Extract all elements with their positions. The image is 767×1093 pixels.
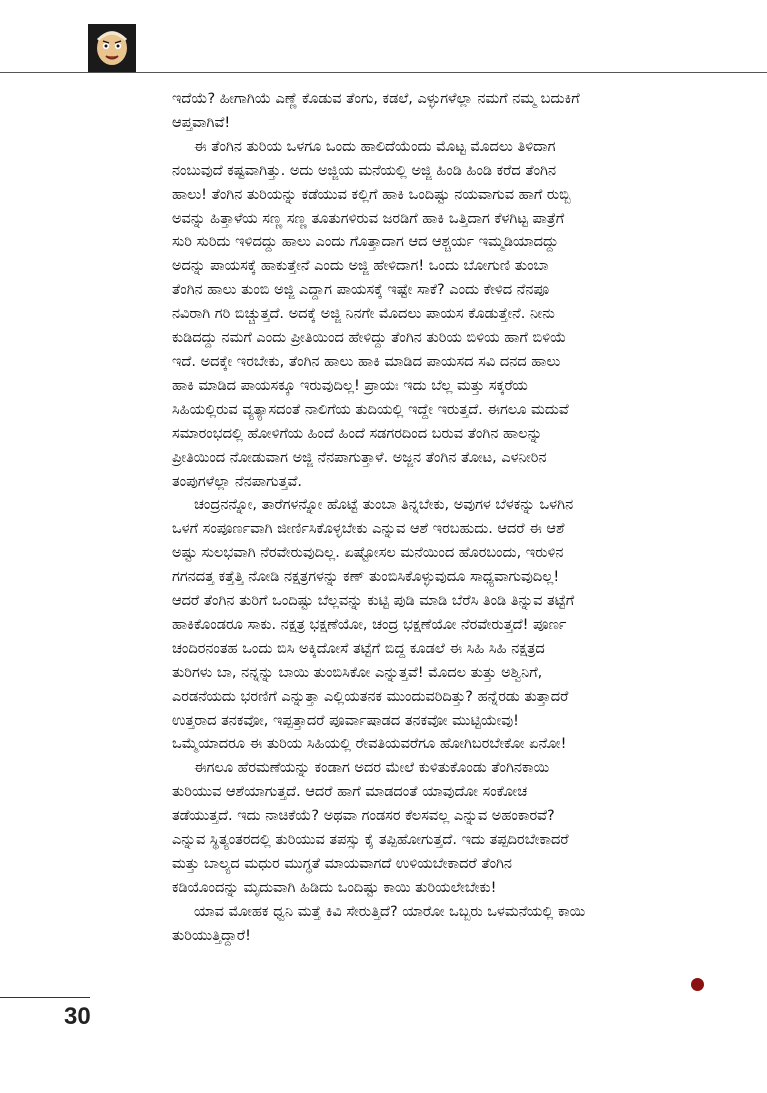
header-logo	[88, 24, 136, 72]
paragraph: ಈ ತೆಂಗಿನ ತುರಿಯ ಒಳಗೂ ಒಂದು ಹಾಲಿದೆಯೆಂದು ಮೊಟ್ಟ ಮೊದಲು ತಿಳಿದಾಗ ನಂಬುವುದೆ ಕಷ್ಟವಾಗಿತ್ತು. ಅದು ಅಜ್ಜಿಯ ಮನೆಯಲ್ಲಿ ಅಜ್ಜಿ ಹಿಂಡಿ ಹಿಂಡಿ ಕರೆದ ತೆಂಗಿನ ಹಾಲು! ತೆಂಗಿನ ತುರಿಯನ್ನು ಕಡೆಯುವ ಕಲ್ಲಿಗೆ ಹಾಕಿ ಒಂದಿಷ್ಟು ನಯವಾಗುವ ಹಾಗೆ ರುಬ್ಬಿ ಅವನ್ನು ಹಿತ್ತಾಳೆಯ ಸಣ್ಣ ಸಣ್ಣ ತೂತುಗಳಿರುವ ಜರಡಿಗೆ ಹಾಕಿ ಒತ್ತಿದಾಗ ಕೆಳಗಿಟ್ಟ ಪಾತ್ರೆಗೆ ಸುರಿ ಸುರಿದು ಇಳಿದದ್ದು ಹಾಲು ಎಂದು ಗೊತ್ತಾದಾಗ ಆದ ಆಶ್ಚರ್ಯ ಇಮ್ಮಡಿಯಾದದ್ದು ಅದನ್ನು ಪಾಯಸಕ್ಕೆ ಹಾಕುತ್ತೇನೆ ಎಂದು ಅಜ್ಜಿ ಹೇಳಿದಾಗ! ಒಂದು ಬೋಗುಣಿ ತುಂಬಾ ತೆಂಗಿನ ಹಾಲು ತುಂಬಿ ಅಜ್ಜಿ ಎದ್ದಾಗ ಪಾಯಸಕ್ಕೆ ಇಷ್ಟೇ ಸಾಕೆ? ಎಂದು ಕೇಳಿದ ನೆನಪೂ ನವಿರಾಗಿ ಗರಿ ಬಿಚ್ಚುತ್ತದೆ. ಅದಕ್ಕೆ ಅಜ್ಜಿ ನಿನಗೇ ಮೊದಲು ಪಾಯಸ ಕೊಡುತ್ತೇನೆ. ನೀನು ಕುಡಿದದ್ದು ನಮಗೆ ಎಂದು ಪ್ರೀತಿಯಿಂದ ಹೇಳಿದ್ದು ತೆಂಗಿನ ತುರಿಯ ಬಿಳಿಯ ಹಾಗೆ ಬಿಳಿಯೆ ಇದೆ. ಅದಕ್ಕೇ ಇರಬೇಕು, ತೆಂಗಿನ ಹಾಲು ಹಾಕಿ ಮಾಡಿದ ಪಾಯಸದ ಸವಿ ದನದ ಹಾಲು ಹಾಕಿ ಮಾಡಿದ ಪಾಯಸಕ್ಕೂ ಇರುವುದಿಲ್ಲ! ಪ್ರಾಯಃ ಇದು ಬೆಲ್ಲ ಮತ್ತು ಸಕ್ಕರೆಯ ಸಿಹಿಯಲ್ಲಿರುವ ವ್ಯತ್ಯಾಸದಂತೆ ನಾಲಿಗೆಯ ತುದಿಯಲ್ಲಿ ಇದ್ದೇ ಇರುತ್ತದೆ. ಈಗಲೂ ಮದುವೆ ಸಮಾರಂಭದಲ್ಲಿ ಹೋಳಿಗೆಯ ಹಿಂದೆ ಹಿಂದೆ ಸಡಗರದಿಂದ ಬರುವ ತೆಂಗಿನ ಹಾಲನ್ನು ಪ್ರೀತಿಯಿಂದ ನೋಡುವಾಗ ಅಜ್ಜಿ ನೆನಪಾಗುತ್ತಾಳೆ. ಅಜ್ಜನ ತೆಂಗಿನ ತೋಟ, ಎಳನೀರಿನ ತಂಪುಗಳೆಲ್ಲಾ ನೆನಪಾಗುತ್ತವೆ.	[172, 138, 571, 490]
page-number: 30	[64, 1003, 91, 1030]
header-divider	[0, 72, 767, 73]
paragraph: ಇದೆಯೆ? ಹೀಗಾಗಿಯೆ ಎಣ್ಣೆ ಕೊಡುವ ತೆಂಗು, ಕಡಲೆ, ಎಳ್ಳುಗಳೆಲ್ಲಾ ನಮಗೆ ನಮ್ಮ ಬದುಕಿಗೆ ಆಪ್ತವಾಗಿವೆ!	[172, 91, 580, 131]
paragraph: ಈಗಲೂ ಹೆರಮಣೆಯನ್ನು ಕಂಡಾಗ ಅದರ ಮೇಲೆ ಕುಳಿತುಕೊಂಡು ತೆಂಗಿನಕಾಯಿ ತುರಿಯುವ ಆಶೆಯಾಗುತ್ತದೆ. ಆದರೆ ಹಾಗೆ ಮಾಡದಂತೆ ಯಾವುದೋ ಸಂಕೋಚ ತಡೆಯುತ್ತದೆ. ಇದು ನಾಚಿಕೆಯೆ? ಅಥವಾ ಗಂಡಸರ ಕೆಲಸವಲ್ಲ ಎನ್ನುವ ಅಹಂಕಾರವೆ? ಎನ್ನುವ ಸ್ಥಿತ್ಯಂತರದಲ್ಲಿ ತುರಿಯುವ ತಪಸ್ಸು ಕೈ ತಪ್ಪಿಹೋಗುತ್ತದೆ. ಇದು ತಪ್ಪದಿರಬೇಕಾದರೆ ಮತ್ತು ಬಾಲ್ಯದ ಮಧುರ ಮುಗ್ಧತೆ ಮಾಯವಾಗದೆ ಉಳಿಯಬೇಕಾದರೆ ತೆಂಗಿನ ಕಡಿಯೊಂದನ್ನು ಮೃದುವಾಗಿ ಹಿಡಿದು ಒಂದಿಷ್ಟು ಕಾಯಿ ತುರಿಯಲೇಬೇಕು!	[172, 760, 569, 896]
paragraph: ಯಾವ ಮೋಹಕ ಧ್ವನಿ ಮತ್ತೆ ಕಿವಿ ಸೇರುತ್ತಿದೆ? ಯಾರೋ ಒಬ್ಬರು ಒಳಮನೆಯಲ್ಲಿ ಕಾಯಿ ತುರಿಯುತ್ತಿದ್ದಾರೆ!	[172, 903, 586, 944]
cartoon-face-icon	[88, 24, 136, 72]
article-body	[172, 88, 712, 949]
end-of-article-dot	[691, 978, 704, 991]
footer-divider	[0, 997, 90, 998]
paragraph: ಚಂದ್ರನನ್ನೋ, ತಾರೆಗಳನ್ನೋ ಹೊಟ್ಟೆ ತುಂಬಾ ತಿನ್ನಬೇಕು, ಅವುಗಳ ಬೆಳಕನ್ನು ಒಳಗಿನ ಒಳಗೆ ಸಂಪೂರ್ಣವಾಗಿ ಜೀರ್ಣಿಸಿಕೊಳ್ಳಬೇಕು ಎನ್ನುವ ಆಶೆ ಇರಬಹುದು. ಆದರೆ ಈ ಆಶೆ ಅಷ್ಟು ಸುಲಭವಾಗಿ ನೆರವೇರುವುದಿಲ್ಲ. ಏಷ್ಟೋಸಲ ಮನೆಯಿಂದ ಹೊರಬಂದು, ಇರುಳಿನ ಗಗನದತ್ತ ಕತ್ತೆತ್ತಿ ನೋಡಿ ನಕ್ಷತ್ರಗಳನ್ನು ಕಣ್ ತುಂಬಿಸಿಕೊಳ್ಳುವುದೂ ಸಾಧ್ಯವಾಗುವುದಿಲ್ಲ! ಆದರೆ ತೆಂಗಿನ ತುರಿಗೆ ಒಂದಿಷ್ಟು ಬೆಲ್ಲವನ್ನು ಕುಟ್ಟಿ ಪುಡಿ ಮಾಡಿ ಬೆರೆಸಿ ತಿಂಡಿ ತಿನ್ನುವ ತಟ್ಟೆಗೆ ಹಾಕಿಕೊಂಡರೂ ಸಾಕು. ನಕ್ಷತ್ರ ಭಕ್ಷಣೆಯೋ, ಚಂದ್ರ ಭಕ್ಷಣೆಯೋ ನೆರವೇರುತ್ತದೆ! ಪೂರ್ಣ ಚಂದಿರನಂತಹ ಒಂದು ಬಿಸಿ ಅಕ್ಕಿದೋಸೆ ತಟ್ಟೆಗೆ ಬಿದ್ದ ಕೂಡಲೆ ಈ ಸಿಹಿ ಸಿಹಿ ನಕ್ಷತ್ರದ ತುರಿಗಳು ಬಾ, ನನ್ನನ್ನು ಬಾಯಿ ತುಂಬಿಸಿಕೋ ಎನ್ನುತ್ತವೆ! ಮೊದಲ ತುತ್ತು ಅಶ್ವಿನಿಗೆ, ಎರಡನೆಯದು ಭರಣಿಗೆ ಎನ್ನುತ್ತಾ ಎಲ್ಲಿಯತನಕ ಮುಂದುವರಿದಿತ್ತು? ಹನ್ನೆರಡು ತುತ್ತಾದರೆ ಉತ್ತರಾದ ತನಕವೋ, ಇಪ್ಪತ್ತಾದರೆ ಪೂರ್ವಾಷಾಡದ ತನಕವೋ ಮುಟ್ಟಿಯೇವು! ಒಮ್ಮೆಯಾದರೂ ಈ ತುರಿಯ ಸಿಹಿಯಲ್ಲಿ ರೇವತಿಯವರೆಗೂ ಹೋಗಿಬರಬೇಕೋ ಏನೋ!	[172, 497, 575, 753]
